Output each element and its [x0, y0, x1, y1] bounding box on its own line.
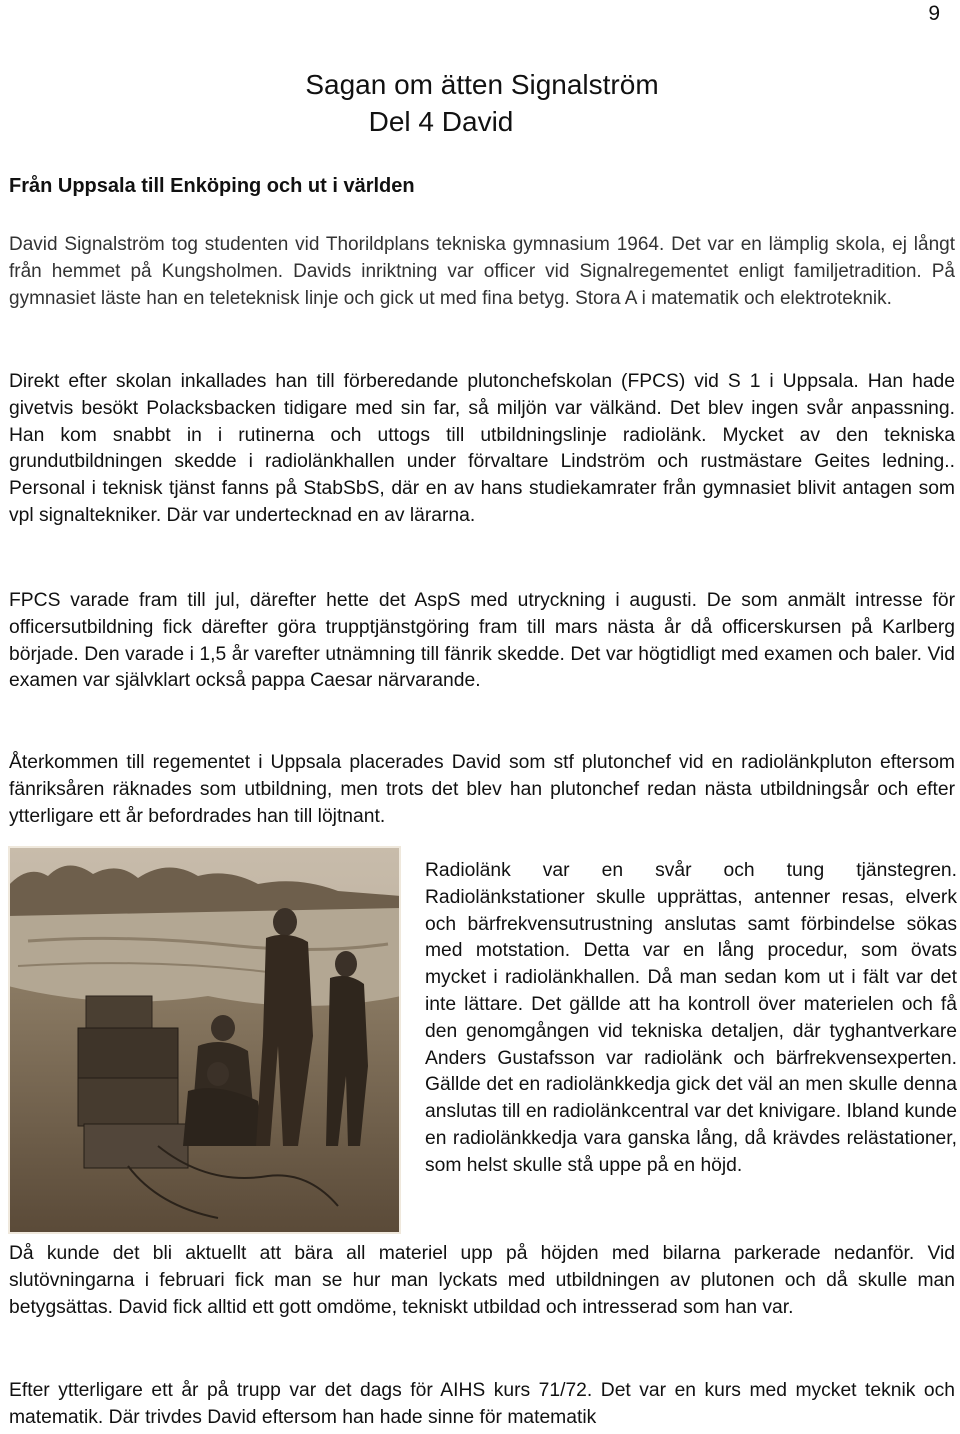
paragraph-6: Efter ytterligare ett år på trupp var det dags för AIHS kurs 71/72. Det var en kurs med mycket teknik och matematik. Där trivdes David eftersom han hade sinne för matematik — [9, 1380, 955, 1428]
document-title: Sagan om ätten Signalström — [305, 69, 659, 100]
paragraph-5-continued: Då kunde det bli aktuellt att bära all materiel upp på höjden med bilarna parkerade nedanför. Vid slutövningarna i februari fick man se hur man lyckats med utbildningen av plutonen och då skulle man betygsättas. David fick alltid ett gott omdöme, tekniskt utbildad och intresserad som han var. — [9, 1243, 955, 1318]
page-number: 9 — [928, 2, 940, 25]
paragraph-1: David Signalström tog studenten vid Thorildplans tekniska gymnasium 1964. Det var en lämplig skola, ej långt från hemmet på Kungsholmen. Davids inriktning var officer vid Signalregementet enligt familjetradition. På gymnasiet läste han en teleteknisk linje och gick ut med fina betyg. Stora A i matematik och elektroteknik. — [9, 234, 955, 309]
document-subtitle: Del 4 David — [368, 106, 514, 137]
photo-radio-link-soldiers — [8, 846, 401, 1234]
paragraph-2: Direkt efter skolan inkallades han till förberedande plutonchefskolan (FPCS) vid S 1 i Uppsala. Han hade givetvis besökt Polacksbacken tidigare med sin far, så miljön var välkänd. Det blev ingen svår anpassning. Han kom snabbt in i rutinerna och uttogs till utbildningslinje radiolänk. Mycket av den tekniska grundutbildningen skedde i radiolänkhallen under förvaltare Lindström och rustmästare Geites ledning.. Personal i teknisk tjänst fanns på StabSbS, där en av hans studiekamrater från gymnasiet blivit antagen som vpl signaltekniker. Där var undertecknad en av lärarna. — [9, 371, 955, 526]
paragraph-5-beside-photo: Radiolänk var en svår och tung tjänstegren. Radiolänkstationer skulle upprättas, antenner resas, elverk och bärfrekvensutrustning anslutas samt förbindelse sökas med motstation. Detta var en lång procedur, som övats mycket i radiolänkhallen. Då man sedan kom ut i fält var det inte lättare. Det gällde att ha kontroll över materielen och få den genomgången vid tekniska detaljen, där tyghantverkare Anders Gustafsson var radiolänk och bärfrekvensexperten. Gällde det en radiolänkkedja gick det väl an men skulle denna anslutas till en radiolänkcentral var det knivigare. Ibland kunde en radiolänkkedja vara ganska lång, då krävdes relästationer, som helst skulle stå uppe på en höjd. — [425, 860, 957, 1176]
paragraph-3: FPCS varade fram till jul, därefter hette det AspS med utryckning i augusti. De som anmält intresse för officersutbildning fick därefter göra trupptjänstgöring fram till mars nästa år då officerskursen på Karlberg började. Den varade i 1,5 år varefter utnämning till fänrik skedde. Det var högtidligt med examen och baler. Vid examen var självklart också pappa Caesar närvarande. — [9, 590, 955, 692]
section-heading: Från Uppsala till Enköping och ut i världen — [9, 175, 415, 197]
paragraph-4: Återkommen till regementet i Uppsala placerades David som stf plutonchef vid en radiolänkpluton eftersom fänriksåren räknades som utbildning, men trots det blev han plutonchef redan nästa utbildningsår och efter ytterligare ett år befordrades han till löjtnant. — [9, 752, 955, 827]
